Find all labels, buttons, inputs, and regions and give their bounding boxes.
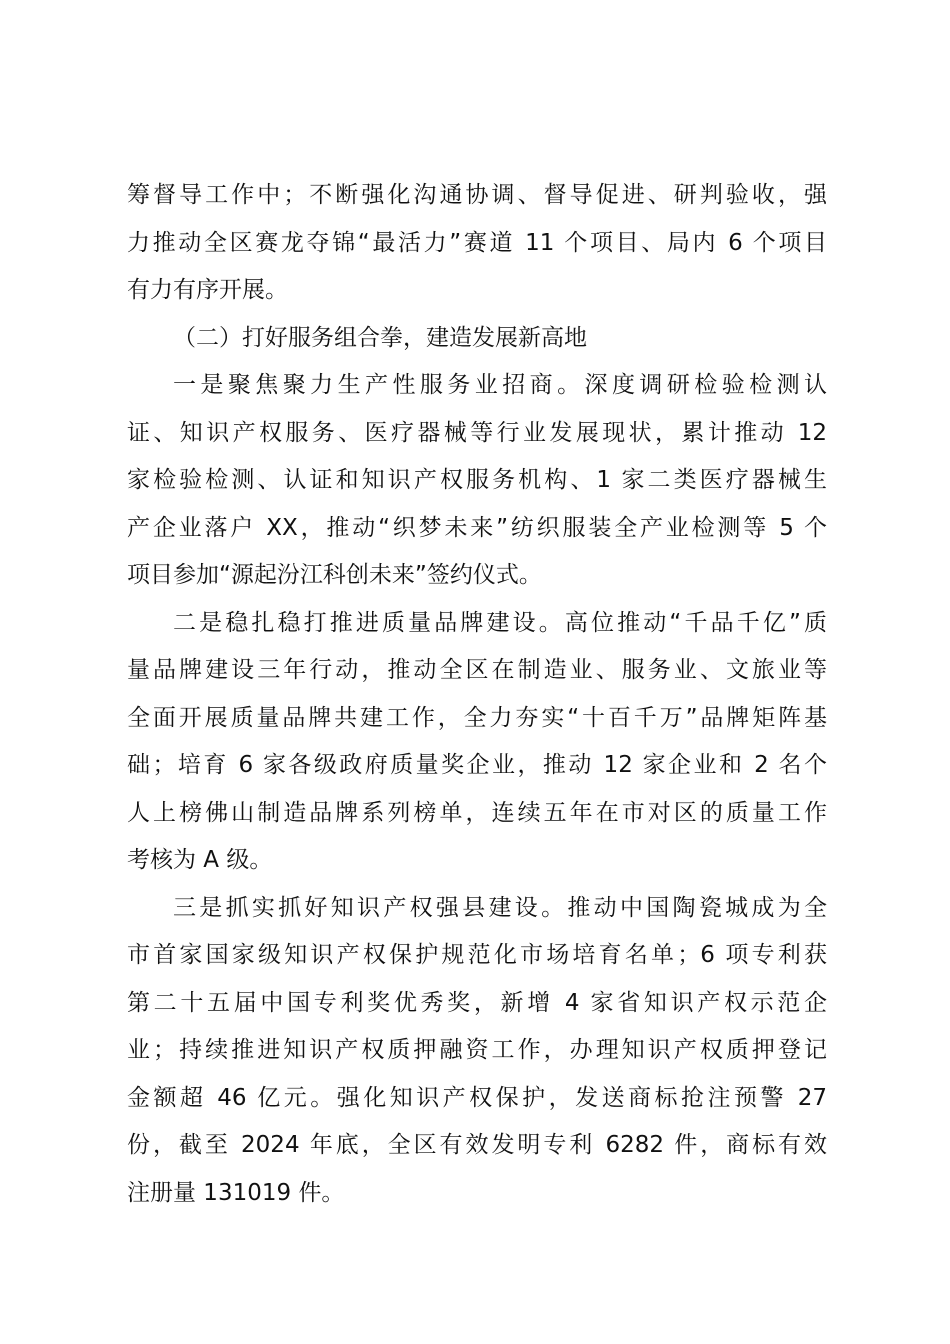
paragraph-line: 全面开展质量品牌共建工作，全力夯实“十百千万”品牌矩阵基 [127,704,827,731]
item-three-paragraph [127,885,827,1218]
item-two-paragraph [127,600,827,885]
paragraph-line: 有力有序开展。 [127,277,288,303]
paragraph-line: 考核为 A 级。 [127,847,273,873]
paragraph-line: 一是聚焦聚力生产性服务业招商。深度调研检验检测认 [173,372,827,398]
document-body [127,172,827,1217]
paragraph-line: 筹督导工作中；不断强化沟通协调、督导促进、研判验收，强 [127,182,827,208]
paragraph-line: 市首家国家级知识产权保护规范化市场培育名单；6 项专利获 [127,942,827,968]
paragraph-line: 第二十五届中国专利奖优秀奖，新增 4 家省知识产权示范企 [127,989,827,1016]
section-heading-text: （二）打好服务组合拳，建造发展新高地 [173,324,587,351]
paragraph-line: 础；培育 6 家各级政府质量奖企业，推动 12 家企业和 2 名个 [127,752,827,778]
paragraph-line: 份，截至 2024 年底，全区有效发明专利 6282 件，商标有效 [127,1132,827,1158]
continued-paragraph [127,172,827,315]
paragraph-line: 注册量 131019 件。 [127,1179,345,1206]
item-one-paragraph [127,362,827,600]
paragraph-line: 产企业落户 XX，推动“织梦未来”纺织服装全产业检测等 5 个 [127,514,827,541]
section-heading [127,315,827,363]
paragraph-line: 家检验检测、认证和知识产权服务机构、1 家二类医疗器械生 [127,467,827,493]
paragraph-line: 证、知识产权服务、医疗器械等行业发展现状，累计推动 12 [127,419,827,446]
paragraph-line: 金额超 46 亿元。强化知识产权保护，发送商标抢注预警 27 [127,1084,827,1111]
paragraph-line: 人上榜佛山制造品牌系列榜单，连续五年在市对区的质量工作 [127,799,827,826]
paragraph-line: 力推动全区赛龙夺锦“最活力”赛道 11 个项目、局内 6 个项目 [127,229,827,256]
paragraph-line: 业；持续推进知识产权质押融资工作，办理知识产权质押登记 [127,1037,827,1063]
paragraph-line: 项目参加“源起汾江科创未来”签约仪式。 [127,562,542,588]
paragraph-line: 三是抓实抓好知识产权强县建设。推动中国陶瓷城成为全 [173,894,827,921]
paragraph-line: 量品牌建设三年行动，推动全区在制造业、服务业、文旅业等 [127,657,827,683]
paragraph-line: 二是稳扎稳打推进质量品牌建设。高位推动“千品千亿”质 [173,609,827,636]
